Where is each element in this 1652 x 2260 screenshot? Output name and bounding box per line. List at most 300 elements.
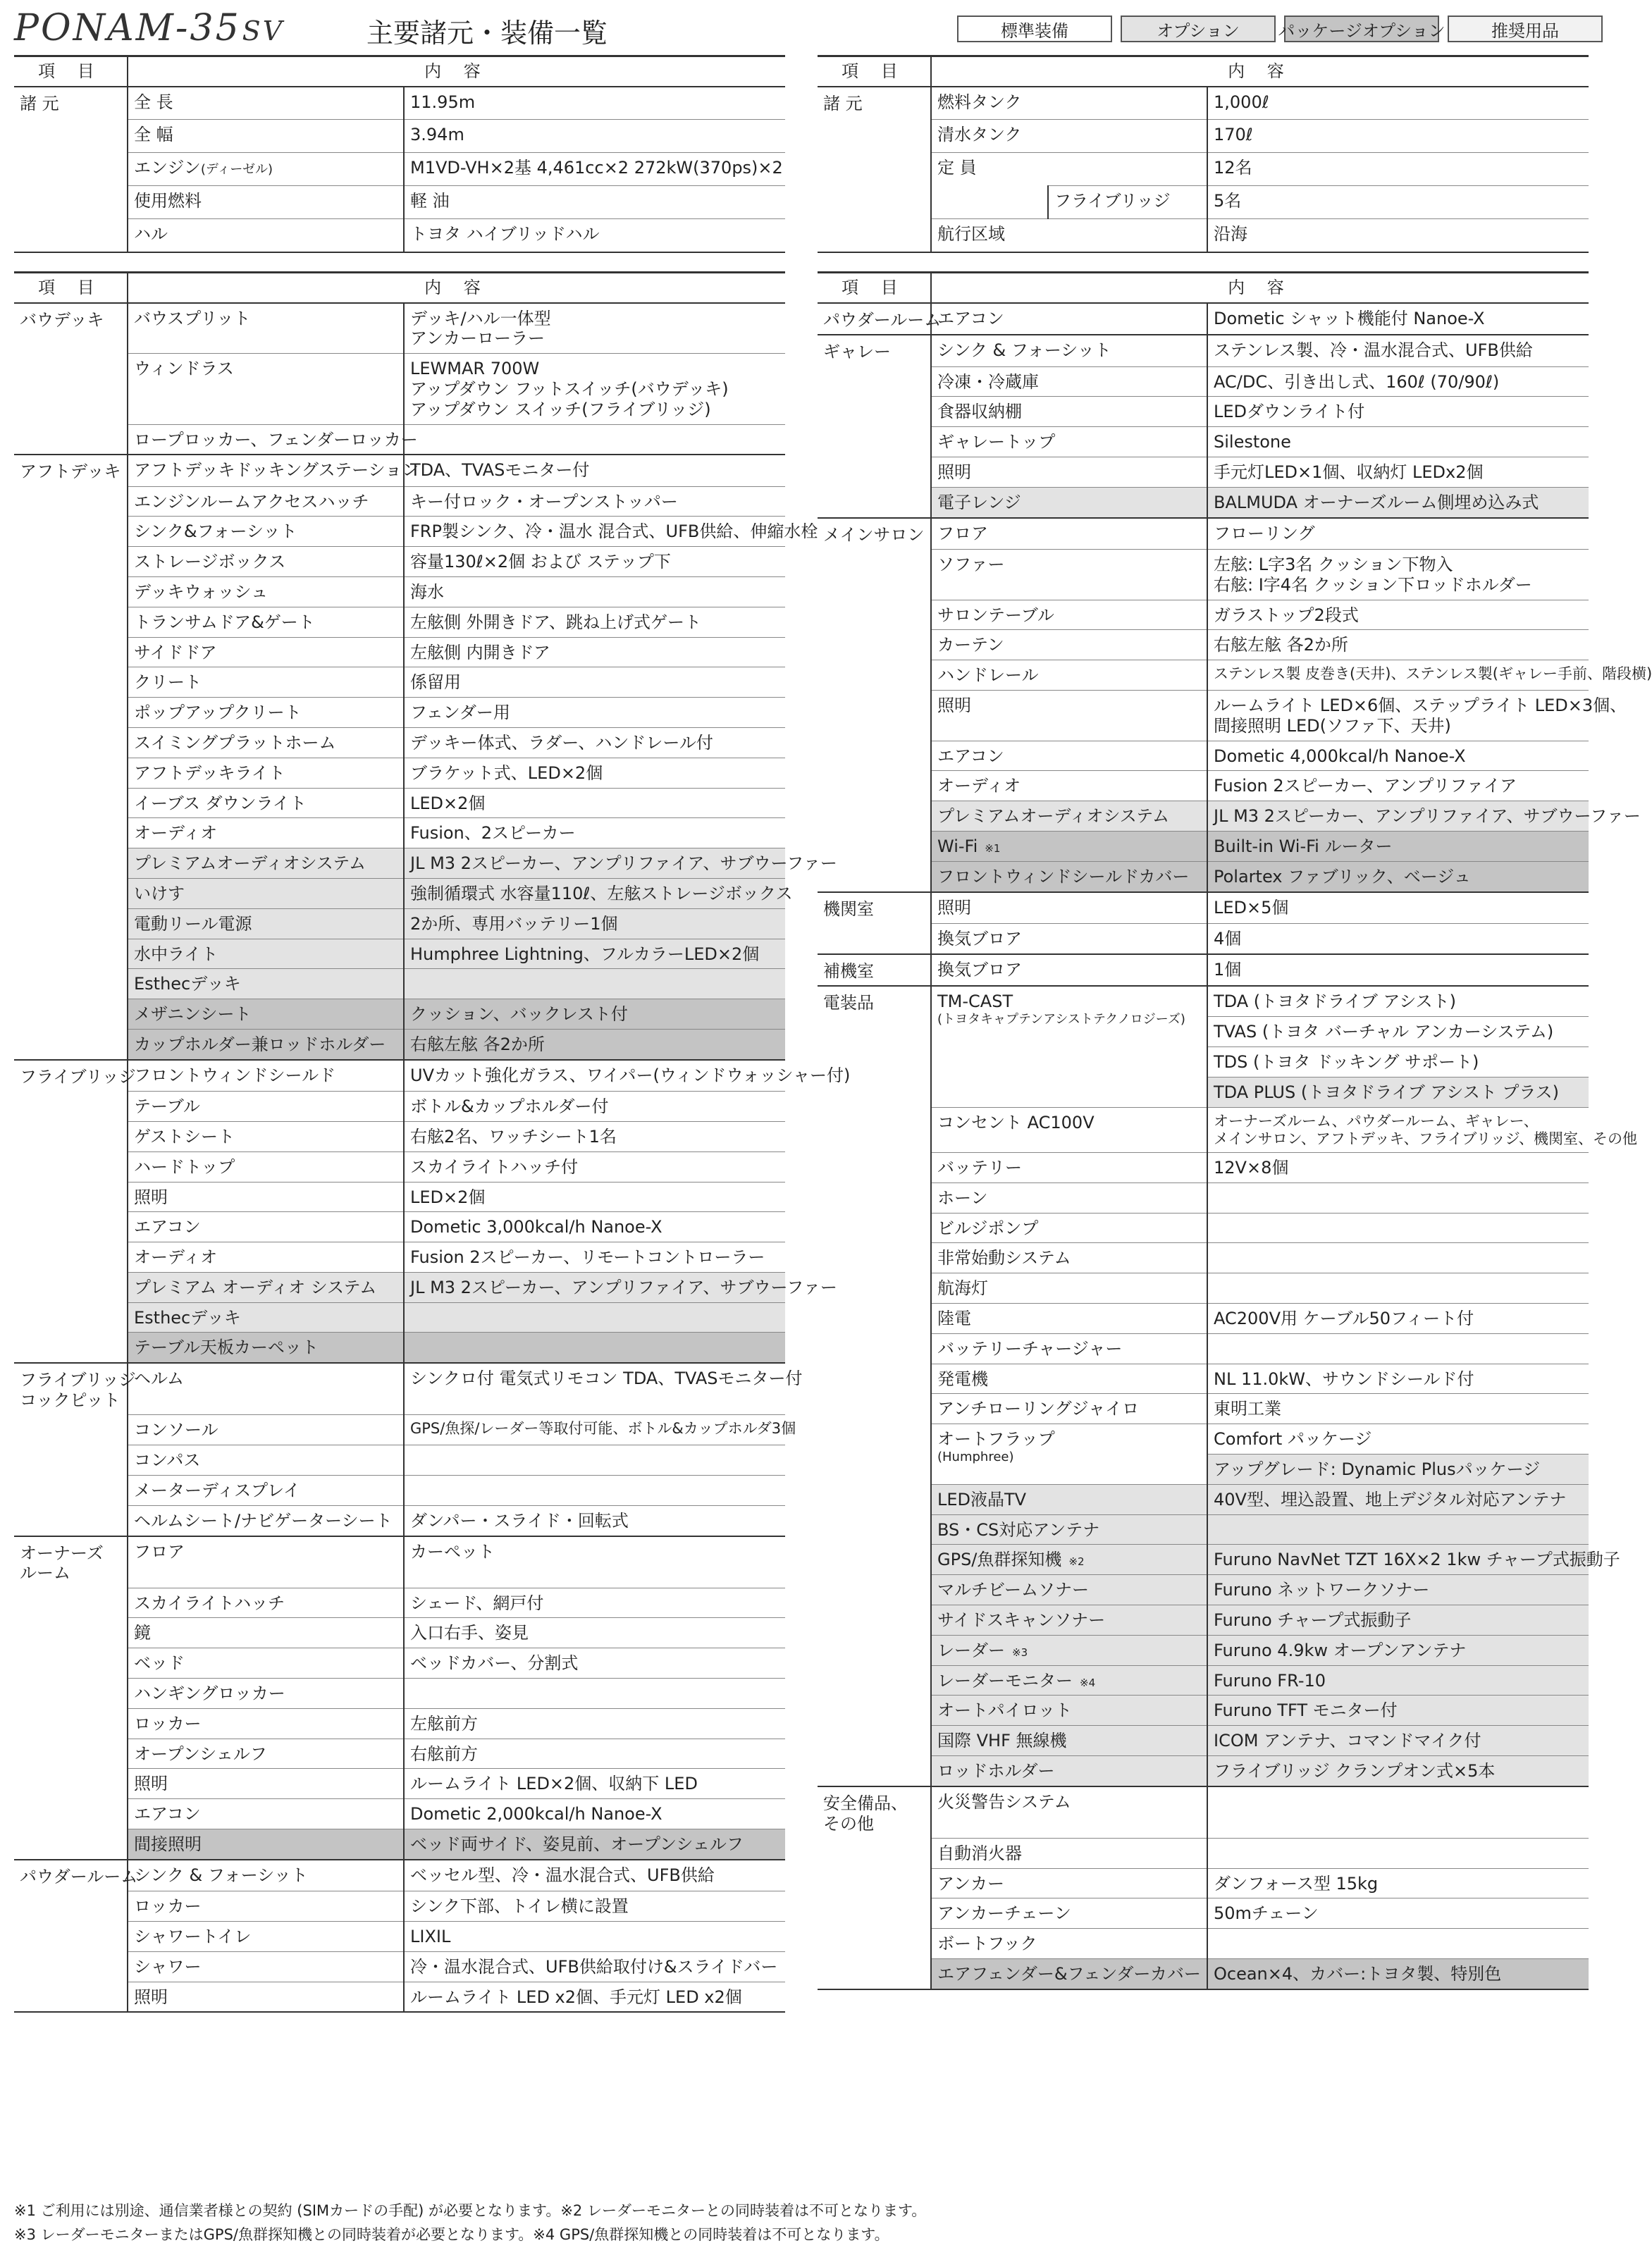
item-cell [128,1708,404,1739]
legend-standard: 標準装備 [957,16,1112,42]
value-cell [404,1618,785,1648]
item-label: ロッドホルダー [937,1760,1055,1781]
value-cell [404,607,785,637]
spec-row [818,120,1589,153]
value-line: Furuno 4.9kw オープンアンテナ [1214,1640,1467,1660]
item-label: 換気ブロア [937,928,1022,949]
value-line [1214,1934,1583,1954]
item-label: スカイライトハッチ [134,1593,285,1613]
value-line: Dometic 3,000kcal/h Nanoe-X [410,1217,662,1237]
value-line: LED×2個 [410,793,486,813]
value-cell [404,818,785,848]
equipment-row [14,1333,785,1363]
category-label: ギャレー [823,342,891,362]
item-label: 冷凍・冷蔵庫 [937,371,1039,392]
category-cell [14,219,128,252]
value-cell [404,1648,785,1679]
equipment-row [818,1755,1589,1786]
item-cell [128,1536,404,1588]
item-cell [128,1951,404,1982]
equipment-row [818,1243,1589,1273]
right-column [818,55,1652,1990]
equipment-row [14,1769,785,1799]
value-line: 1個 [1214,959,1242,980]
spec-row [14,186,785,219]
item-cell [931,1786,1207,1839]
legend-recommended: 推奨用品 [1448,16,1603,42]
value-line: スカイライトハッチ付 [410,1156,579,1177]
category-cell [818,427,931,457]
category-cell [818,801,931,832]
equipment-row [818,831,1589,861]
value-cell [404,788,785,818]
value-line: ボトル&カップホルダー付 [410,1097,609,1117]
value-cell [1207,954,1589,987]
value-line [410,974,779,994]
category-label: バウデッキ [20,309,104,330]
item-cell [128,1363,404,1415]
category-cell [818,954,931,987]
value-cell [404,354,785,424]
category-cell [818,1273,931,1304]
header-item: 項 目 [14,56,128,87]
value-line: 12V×8個 [1214,1157,1289,1178]
value-line: アップダウン スイッチ(フライブリッジ) [410,399,711,419]
item-cell [128,1272,404,1302]
equipment-row [14,1092,785,1122]
value-cell [1207,397,1589,427]
equipment-row [14,698,785,728]
value-line: FRP製シンク、冷・温水 混合式、UFB供給、伸縮水栓 [410,521,818,542]
equipment-row [14,818,785,848]
value-cell [404,1982,785,2012]
equipment-row [14,667,785,698]
value-line: 間接照明 LED(ソファ下、天井) [1214,715,1451,736]
category-label: アフトデッキ [20,462,121,482]
item-cell [128,698,404,728]
spec-row [14,120,785,153]
category-cell [14,758,128,788]
value-line: キー付ロック・オープンストッパー [410,491,678,512]
category-cell [818,660,931,691]
item-label: Esthecデッキ [134,1307,241,1328]
value-cell [1207,771,1589,801]
item-label: ビルジポンプ [937,1218,1039,1238]
value-cell [1207,801,1641,832]
item-label: クリート [134,672,202,693]
value-line: フライブリッジ クランプオン式×5本 [1214,1760,1496,1781]
equipment-row [14,848,785,879]
value-line: GPS/魚探/レーダー等取付可能、ボトル&カップホルダ3個 [410,1420,796,1438]
value-line: 左舷側 外開きドア、跳ね上げ式ゲート [410,612,701,632]
item-cell [931,1838,1207,1868]
category-cell [818,690,931,741]
item-label: エンジンルームアクセスハッチ [134,491,369,512]
item-label: エアコン [937,746,1004,766]
item-cell [931,892,1207,924]
category-cell [818,1243,931,1273]
item-cell [128,637,404,667]
item-cell [931,1665,1207,1696]
item-label: サイドドア [134,642,217,662]
category-cell [14,818,128,848]
item-label: ロッカー [134,1896,202,1917]
value-cell [404,1739,785,1769]
value-cell [404,698,785,728]
category-cell [14,1272,128,1302]
item-sub: (Humphree) [937,1449,1014,1464]
item-cell [931,1696,1207,1726]
value-line: Furuno FR-10 [1214,1670,1326,1691]
item-cell [931,1929,1207,1959]
item-cell [931,954,1207,987]
value-cell [404,1799,785,1829]
item-cell [128,219,404,252]
value-cell [1207,1514,1589,1545]
item-cell [128,758,404,788]
value-cell [404,1151,785,1182]
value-cell [1207,690,1627,741]
category-cell [14,728,128,758]
category-cell [14,1363,136,1415]
item-label: シンク & フォーシット [937,340,1111,361]
value-line: アンカーローラー [410,328,545,349]
equipment-row [818,1838,1589,1868]
category-cell [14,1536,128,1588]
category-cell [14,1708,128,1739]
value-cell [404,1030,785,1060]
value-cell [404,879,793,909]
value-cell [1207,487,1589,517]
value-cell [404,667,785,698]
value-cell: アップグレード: Dynamic Plusパッケージ [1207,1454,1589,1484]
item-label: 電動リール電源 [134,913,252,934]
item-cell [931,1545,1207,1575]
item-label: ハードトップ [134,1156,235,1177]
item-cell [931,1726,1207,1756]
value-cell [404,758,785,788]
value-line: Built-in Wi-Fi ルーター [1214,836,1393,856]
value-line: 右舷2名、ワッチシート1名 [410,1126,617,1147]
item-cell [931,1394,1207,1424]
equipment-row [14,486,785,517]
item-cell [128,1505,404,1536]
item-cell [128,848,404,879]
value-cell [404,1769,785,1799]
item-cell [931,219,1207,252]
value-cell: TVAS (トヨタ バーチャル アンカーシステム) [1207,1017,1589,1047]
equipment-row [14,547,785,577]
item-label: 陸電 [937,1308,971,1328]
category-cell [818,630,931,660]
item-label: カップホルダー兼ロッドホルダー [134,1035,386,1055]
equipment-row [14,1829,785,1860]
item-cell [128,1092,404,1122]
item-label: 食器収納棚 [937,402,1022,422]
category-label: メインサロン [823,524,925,545]
category-cell [818,1394,931,1424]
equipment-row [14,1891,785,1922]
category-cell [818,1364,931,1394]
item-label: 定 員 [937,158,977,178]
item-label: 国際 VHF 無線機 [937,1731,1067,1751]
item-label: テーブル天板カーペット [134,1338,319,1358]
item-cell [128,1445,404,1476]
model-suffix: SV [242,16,285,47]
item-cell [128,1829,404,1860]
category-cell [818,1755,931,1786]
category-cell [818,600,931,630]
value-line [410,1481,779,1501]
item-label: プレミアムオーディオシステム [937,806,1170,827]
item-label: サロンテーブル [937,605,1054,625]
equipment-row [14,1415,785,1445]
value-cell [1207,1696,1589,1726]
item-cell [931,87,1207,120]
value-line [1214,1218,1583,1239]
item-label: アンカーチェーン [937,1903,1071,1924]
equipment-row [14,607,785,637]
equipment-row [818,630,1589,660]
category-cell [14,1618,128,1648]
equipment-row [818,690,1589,741]
value-line: 手元灯LED×1個、収納灯 LEDx2個 [1214,462,1484,483]
value-line: NL 11.0kW、サウンドシールド付 [1214,1369,1474,1389]
equipment-row [14,1679,785,1709]
category-cell [818,303,942,335]
item-label: ゲストシート [134,1126,235,1147]
item-cell [931,861,1207,891]
category-label: フライブリッジ [20,1066,136,1087]
category-cell [14,153,128,186]
item-cell [931,660,1207,691]
item-cell [128,486,404,517]
category-cell [14,1588,128,1618]
value-cell [404,547,785,577]
item-label: オーディオ [134,1247,218,1268]
item-label: シャワートイレ [134,1926,252,1946]
item-cell [128,455,419,486]
category-cell [14,1333,128,1363]
equipment-row [818,1514,1589,1545]
category-cell [818,549,931,600]
item-cell [1048,186,1207,219]
category-cell [818,1696,931,1726]
value-cell [1207,1545,1620,1575]
header-content: 内 容 [931,56,1589,87]
item-cell [128,939,404,969]
equipment-row [14,1060,785,1092]
item-cell [128,1739,404,1769]
value-line: フローリング [1214,523,1315,543]
item-cell [128,517,404,547]
header-item: 項 目 [818,56,931,87]
item-label: コンソール [134,1420,218,1440]
item-cell [128,120,404,153]
equipment-row [818,518,1589,550]
item-label: 照明 [134,1987,168,2007]
item-cell [931,831,1207,861]
value-cell [404,1272,837,1302]
item-label: ハンドレール [937,665,1039,686]
item-cell [128,788,404,818]
item-label: スイミングプラットホーム [134,733,336,753]
equipment-row [818,801,1589,832]
equipment-row [818,1213,1589,1243]
footnote-line: ※3 レーダーモニターまたはGPS/魚群探知機との同時装着が必要となります。※4 GPS/魚群探知機との同時装着は不可となります。 [14,2226,889,2243]
header-content: 内 容 [128,272,785,302]
item-label: デッキウォッシュ [134,582,269,603]
value-line: 容量130ℓ×2個 および ステップ下 [410,552,671,572]
category-label: 電装品 [823,993,874,1013]
spec-row [14,153,785,186]
equipment-row [14,303,785,354]
item-label: ギャレートップ [937,432,1056,452]
value-line: Dometic シャット機能付 Nanoe-X [1214,308,1485,328]
item-cell [128,1618,404,1648]
item-cell [931,1959,1207,1989]
category-cell [14,455,128,486]
value-line [1214,1520,1583,1540]
equipment-row [14,1708,785,1739]
model-name: PONAM-35 [14,7,241,49]
category-cell [14,1242,128,1273]
item-cell [931,1424,1207,1485]
value-cell [404,1060,851,1092]
value-line: UVカット強化ガラス、ワイパー(ウィンドウォッシャー付) [410,1065,851,1085]
category-cell [818,861,931,891]
value-cell [1207,1364,1589,1394]
value-cell [1207,1898,1589,1929]
item-cell [931,120,1207,153]
item-label: エアコン [134,1217,201,1237]
item-label: コンパス [134,1450,201,1471]
value-line: クッション、バックレスト付 [410,1004,628,1025]
value-line [1214,1278,1583,1299]
value-cell [404,577,785,607]
model-logo [14,7,284,49]
value-cell [404,1588,785,1618]
value-line: デッキ/ハル一体型 [410,308,551,328]
item-label: レーダー [937,1640,1005,1660]
value-cell [1207,741,1589,771]
category-cell [14,1182,128,1212]
value-cell [1207,1726,1589,1756]
equipment-row [818,366,1589,397]
item-label: TM-CAST [937,992,1013,1012]
equipment-row [14,999,785,1030]
equipment-row [14,1588,785,1618]
item-label: オートパイロット [937,1700,1073,1721]
value-line: Humphree Lightning、フルカラーLED×2個 [410,944,760,964]
category-cell [818,366,931,397]
category-cell [14,698,128,728]
value-line: オーナーズルーム、パウダールーム、ギャレー、 [1214,1112,1539,1130]
value-line [410,1450,779,1471]
value-cell [404,1679,785,1709]
category-cell [14,667,128,698]
item-label: Wi-Fi [937,836,978,856]
category-cell [818,1665,931,1696]
value-line [410,1338,779,1358]
item-cell [931,1514,1207,1545]
equipment-row [14,1272,785,1302]
item-cell [931,1635,1207,1665]
item-cell [128,186,404,219]
value-cell [404,1708,785,1739]
value-line: 右舷左舷 各2か所 [410,1035,545,1055]
value-cell: TDA (トヨタドライブ アシスト) [1207,986,1589,1016]
equipment-row [818,1394,1589,1424]
category-cell [14,939,128,969]
value-cell [404,424,785,455]
category-cell [14,607,128,637]
value-line: デッキー体式、ラダー、ハンドレール付 [410,733,713,753]
item-label: BS・CS対応アンテナ [937,1519,1100,1540]
item-label: プレミアム オーディオ システム [134,1277,377,1297]
value-cell: TDS (トヨタ ドッキング サポート) [1207,1047,1589,1077]
spec-row [818,186,1589,219]
category-cell [14,848,128,879]
category-cell [818,1484,931,1514]
item-label: 照明 [937,462,971,483]
category-cell [14,969,128,999]
equipment-row [818,771,1589,801]
item-cell [128,1121,404,1151]
equipment-row [14,1921,785,1951]
item-label: 使用燃料 [134,191,202,211]
category-label: フライブリッジ [20,1370,136,1390]
equipment-row [818,1484,1589,1514]
category-cell [818,1545,931,1575]
value-line: フェンダー用 [410,703,510,723]
equipment-row [818,1107,1589,1152]
item-label: エアコン [134,1804,201,1824]
equipment-row [14,424,785,455]
equipment-row [14,1030,785,1060]
value-cell [404,486,785,517]
category-cell [14,1475,128,1505]
item-label: GPS/魚群探知機 [937,1550,1062,1570]
item-label: 電子レンジ [937,492,1021,512]
category-cell [14,879,128,909]
value-cell [404,1951,785,1982]
item-cell [931,549,1207,600]
item-cell [128,728,404,758]
item-label: 全 幅 [134,125,173,145]
value-cell [404,848,837,879]
value-line: ガラストップ2段式 [1214,605,1359,625]
value-line: AC200V用 ケーブル50フィート付 [1214,1308,1474,1328]
value-cell [1207,1394,1589,1424]
item-label: 航海灯 [937,1278,988,1299]
item-label: 自動消火器 [937,1843,1022,1863]
category-cell [14,1151,128,1182]
value-cell [1207,1183,1589,1213]
value-cell [1207,1243,1589,1273]
value-line: カーペット [410,1541,495,1562]
category-label: オーナーズ [20,1543,104,1563]
value-line: 2か所、専用バッテリー1個 [410,913,618,934]
right-equipment-table [818,271,1652,1990]
category-cell [14,908,128,939]
item-cell [128,999,404,1030]
category-label: パウダールーム [823,309,942,330]
item-label: 照明 [134,1774,168,1794]
item-cell [931,427,1207,457]
value-line: Fusion 2スピーカー、アンプリファイア [1214,776,1517,796]
value-cell [1207,1635,1589,1665]
